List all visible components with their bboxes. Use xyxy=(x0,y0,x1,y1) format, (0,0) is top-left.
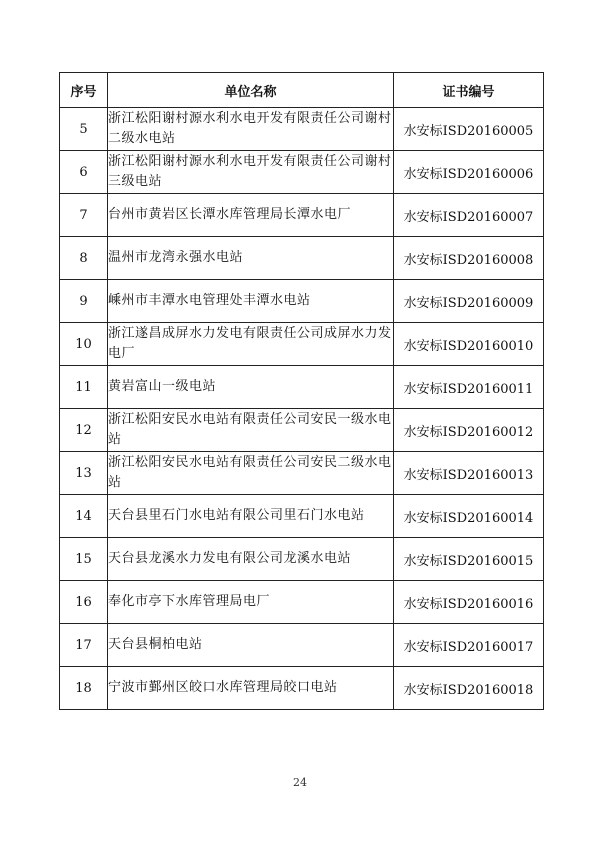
row-unit-name: 浙江松阳安民水电站有限责任公司安民一级水电站 xyxy=(108,409,394,452)
page-number: 24 xyxy=(293,776,307,789)
row-unit-name: 宁波市鄞州区皎口水库管理局皎口电站 xyxy=(108,667,394,710)
row-number: 7 xyxy=(60,194,108,237)
table-row xyxy=(60,667,544,710)
header-number: 序号 xyxy=(60,73,108,108)
row-number: 11 xyxy=(60,366,108,409)
row-number: 9 xyxy=(60,280,108,323)
row-number: 8 xyxy=(60,237,108,280)
certificate-table xyxy=(59,72,544,710)
row-unit-name: 天台县龙溪水力发电有限公司龙溪水电站 xyxy=(108,538,394,581)
row-number: 16 xyxy=(60,581,108,624)
table-row xyxy=(60,452,544,495)
row-unit-name: 天台县里石门水电站有限公司里石门水电站 xyxy=(108,495,394,538)
header-name: 单位名称 xyxy=(108,73,394,108)
row-certificate-number: 水安标ⅠSD20160008 xyxy=(394,237,544,280)
table-row xyxy=(60,323,544,366)
row-number: 14 xyxy=(60,495,108,538)
row-unit-name: 浙江松阳安民水电站有限责任公司安民二级水电站 xyxy=(108,452,394,495)
table-row xyxy=(60,409,544,452)
row-certificate-number: 水安标ⅠSD20160017 xyxy=(394,624,544,667)
row-certificate-number: 水安标ⅠSD20160016 xyxy=(394,581,544,624)
row-unit-name: 嵊州市丰潭水电管理处丰潭水电站 xyxy=(108,280,394,323)
row-certificate-number: 水安标ⅠSD20160011 xyxy=(394,366,544,409)
row-number: 12 xyxy=(60,409,108,452)
row-certificate-number: 水安标ⅠSD20160005 xyxy=(394,108,544,151)
row-number: 15 xyxy=(60,538,108,581)
row-certificate-number: 水安标ⅠSD20160012 xyxy=(394,409,544,452)
row-certificate-number: 水安标ⅠSD20160018 xyxy=(394,667,544,710)
row-certificate-number: 水安标ⅠSD20160015 xyxy=(394,538,544,581)
row-unit-name: 天台县桐柏电站 xyxy=(108,624,394,667)
row-number: 6 xyxy=(60,151,108,194)
row-unit-name: 浙江松阳谢村源水利水电开发有限责任公司谢村三级电站 xyxy=(108,151,394,194)
row-certificate-number: 水安标ⅠSD20160013 xyxy=(394,452,544,495)
row-certificate-number: 水安标ⅠSD20160010 xyxy=(394,323,544,366)
row-certificate-number: 水安标ⅠSD20160009 xyxy=(394,280,544,323)
row-unit-name: 奉化市亭下水库管理局电厂 xyxy=(108,581,394,624)
table-row xyxy=(60,280,544,323)
table-row xyxy=(60,108,544,151)
row-unit-name: 温州市龙湾永强水电站 xyxy=(108,237,394,280)
row-unit-name: 黄岩富山一级电站 xyxy=(108,366,394,409)
table-row xyxy=(60,581,544,624)
row-number: 10 xyxy=(60,323,108,366)
row-certificate-number: 水安标ⅠSD20160006 xyxy=(394,151,544,194)
table-row xyxy=(60,237,544,280)
row-unit-name: 台州市黄岩区长潭水库管理局长潭水电厂 xyxy=(108,194,394,237)
table-row xyxy=(60,366,544,409)
table-body xyxy=(60,108,544,710)
row-number: 5 xyxy=(60,108,108,151)
row-certificate-number: 水安标ⅠSD20160007 xyxy=(394,194,544,237)
table-row xyxy=(60,538,544,581)
table-header-row xyxy=(60,73,544,108)
row-number: 17 xyxy=(60,624,108,667)
header-certificate: 证书编号 xyxy=(394,73,544,108)
row-unit-name: 浙江遂昌成屏水力发电有限责任公司成屏水力发电厂 xyxy=(108,323,394,366)
table-row xyxy=(60,194,544,237)
row-number: 18 xyxy=(60,667,108,710)
row-certificate-number: 水安标ⅠSD20160014 xyxy=(394,495,544,538)
row-number: 13 xyxy=(60,452,108,495)
table-row xyxy=(60,495,544,538)
table-row xyxy=(60,151,544,194)
table-row xyxy=(60,624,544,667)
row-unit-name: 浙江松阳谢村源水利水电开发有限责任公司谢村二级水电站 xyxy=(108,108,394,151)
